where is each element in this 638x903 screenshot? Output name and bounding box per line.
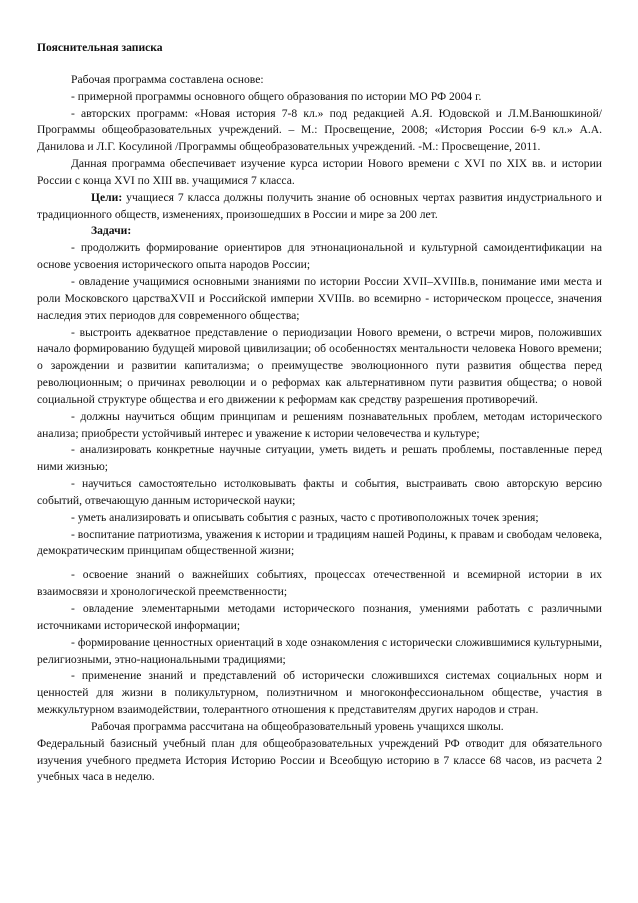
task-item: - применение знаний и представлений об исторически сложившихся системах социальных норм и ценностей для жизни в поликультурном, полиэтничном и многоконфессиональном обществе, участия в межкультурном взаимодействии, толерантного отношения к представителям других народов и стран. <box>37 669 602 717</box>
closing-paragraph: Рабочая программа рассчитана на общеобразовательный уровень учащихся школы. <box>91 719 504 733</box>
paragraph-gap <box>37 560 602 567</box>
task-item: - овладение учащимися основными знаниями по истории России XVII–XVIIIв.в, понимание ими места и роли Московского царстваXVII и Российской империи XVIIIв. во всемирно - историческом процессе, значения наследия этих периодов для современного общества; <box>37 274 602 322</box>
goals-text: учащиеся 7 класса должны получить знание об основных чертах развития индустриального и традиционного обществ, изменениях, произошедших в России и мире за 200 лет. <box>37 190 602 221</box>
tasks-label: Задачи: <box>91 224 132 238</box>
task-item: - уметь анализировать и описывать события с разных, часто с противоположных точек зрения; <box>71 510 539 524</box>
task-item: - формирование ценностных ориентаций в ходе ознакомления с исторически сложившимися культурными, религиозными, этно-национальными традициями; <box>37 635 602 666</box>
document-title: Пояснительная записка <box>37 41 163 54</box>
task-item: - должны научиться общим принципам и решениям познавательных проблем, методам исторического анализа; приобрести устойчивый интерес и уважение к истории человечества и культуре; <box>37 409 602 440</box>
tasks-heading <box>37 223 602 240</box>
task-item: - научиться самостоятельно истолковывать факты и события, выстраивать свою авторскую версию событий, отвечающую данным исторической науки; <box>37 477 602 507</box>
task-item: - выстроить адекватное представление о периодизации Нового времени, о встречи миров, положивших начало формированию будущей мировой цивилизации; об особенностях ментальности человека Нового времени; о зарождении и развитии капитализма; о преимуществе эволюционного пути развития общества перед революционным; о причинах революции и о реформах как альтернативном пути развития общества; о новой социальной структуре общества и его движении к реформам как средству разрешения противоречий. <box>37 325 602 406</box>
task-item: - воспитание патриотизма, уважения к истории и традициям нашей Родины, к правам и свободам человека, демократическим принципам общественной жизни; <box>37 527 602 558</box>
goals-label: Цели: <box>91 190 123 204</box>
task-item: - продолжить формирование ориентиров для этнонациональной и культурной самоидентификации на основе усвоения исторического опыта народов России; <box>37 241 602 272</box>
goals-paragraph <box>37 190 602 224</box>
task-item: - освоение знаний о важнейших событиях, процессах отечественной и всемирной истории в их взаимосвязи и хронологической преемственности; <box>37 568 602 599</box>
task-item: - анализировать конкретные научные ситуации, уметь видеть и решать проблемы, поставленные перед ними жизнью; <box>37 443 602 474</box>
source-item: - авторских программ: «Новая история 7-8 кл.» под редакцией А.Я. Юдовской и Л.М.Ванюшкиной/Программы общеобразовательных учреждений. – М.: Просвещение, 2008; «История России 6-9 кл.» А.А. Данилова и Л.Г. Косулиной /Программы общеобразовательных учреждений. -М.: Просвещение, 2011. <box>37 106 602 154</box>
intro-paragraph: Рабочая программа составлена основе: <box>71 72 264 86</box>
document-page <box>37 40 602 786</box>
course-paragraph: Данная программа обеспечивает изучение курса истории Нового времени с XVI по XIX вв. и истории России с конца XVI по XIII вв. учащимися 7 класса. <box>37 157 602 187</box>
source-item: - примерной программы основного общего образования по истории МО РФ 2004 г. <box>71 89 482 103</box>
task-item: - овладение элементарными методами исторического познания, умениями работать с различными источниками исторической информации; <box>37 602 602 632</box>
curriculum-paragraph: Федеральный базисный учебный план для общеобразовательных учреждений РФ отводит для обязательного изучения учебного предмета История Историю России и Всеобщую историю в 7 классе 68 часов, из расчета 2 учебных часа в неделю. <box>37 736 602 784</box>
